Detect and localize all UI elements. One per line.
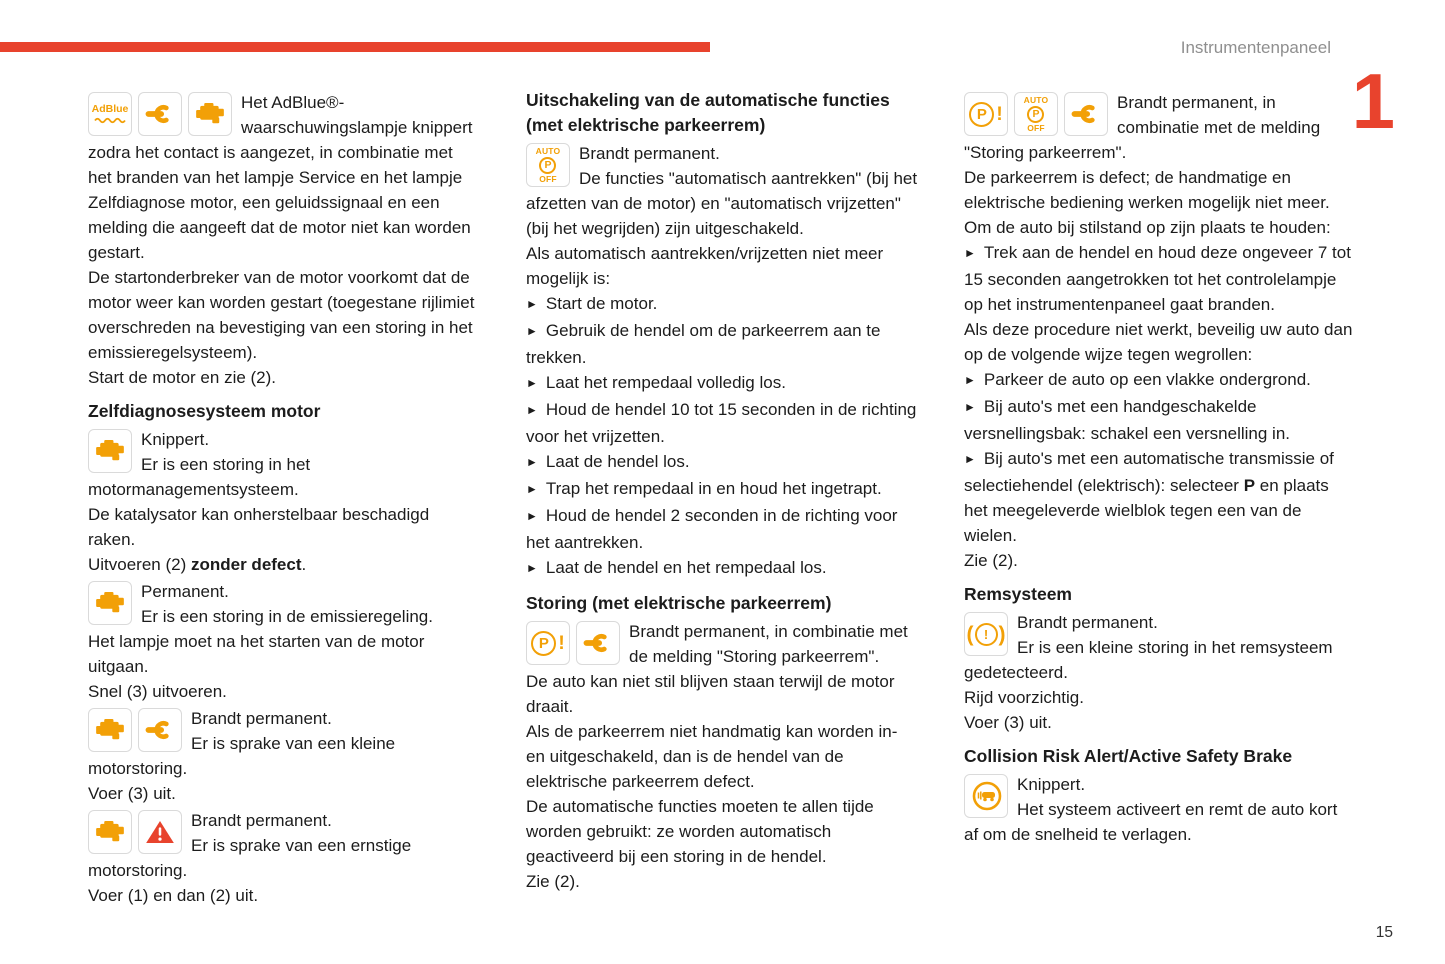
list-item: ► Gebruik de hendel om de parkeerrem aan te trekken.: [526, 321, 881, 367]
adblue-icon-label: AdBlue: [91, 103, 129, 116]
section-heading-remsysteem: Remsysteem: [964, 584, 1072, 604]
paragraph: Het lampje moet na het starten van de motor uitgaan.: [88, 632, 425, 676]
parking-p-icon: P: [969, 102, 994, 127]
paragraph: De startonderbreker van de motor voorkomt dat de motor weer kan worden gestart (toegestane rijlimiet overschreden na bevestiging van een storing in het emissieregelsysteem).: [88, 268, 475, 362]
engine-warning-icon: [88, 708, 132, 752]
arrow-bullet-icon: ►: [526, 561, 538, 575]
parking-brake-fault-block: [526, 619, 918, 669]
lamp-state: Brandt permanent.: [579, 144, 720, 163]
list-item: ► Trap het rempedaal in en houd het ingetrapt.: [526, 479, 882, 498]
lamp-description: Er is een kleine storing in het remsysteem gedetecteerd.: [964, 638, 1333, 682]
paragraph: Brandt permanent, in combinatie met de melding "Storing parkeerrem".: [964, 93, 1321, 162]
paragraph: Als deze procedure niet werkt, beveilig uw auto dan op de volgende wijze tegen wegrollen:: [964, 320, 1353, 364]
paragraph: Het AdBlue®-waarschuwingslampje knippert zodra het contact is aangezet, in combinatie met het branden van het lampje Service en het lampje Zelfdiagnose motor, een geluidssignaal en een melding die aangeeft dat de motor niet kan worden gestart.: [88, 93, 473, 262]
paragraph: Brandt permanent, in combinatie met de melding "Storing parkeerrem".: [629, 622, 908, 666]
paragraph: Zie (2).: [526, 872, 580, 891]
arrow-bullet-icon: ►: [526, 376, 538, 390]
paragraph: De parkeerrem is defect; de handmatige en elektrische bediening werken mogelijk niet meer.: [964, 168, 1330, 212]
arrow-bullet-icon: ►: [526, 297, 538, 311]
list-item: ► Bij auto's met een handgeschakelde versnellingsbak: schakel een versnelling in.: [964, 397, 1291, 443]
list-item: ► Houd de hendel 2 seconden in de richting voor het aantrekken.: [526, 506, 898, 552]
paren-open: (: [966, 622, 974, 646]
list-item: ► Bij auto's met een automatische transmissie of selectiehendel (elektrisch): selecteer P en plaats het meegeleverde wielblok tegen een van de wielen.: [964, 449, 1334, 545]
off-label: OFF: [1027, 122, 1045, 133]
engine-warning-icon: [88, 429, 132, 473]
auto-p-off-icon: [1014, 92, 1058, 136]
arrow-bullet-icon: ►: [526, 455, 538, 469]
column-middle: [526, 88, 918, 908]
engine-warning-icon: [88, 810, 132, 854]
page-columns: [88, 88, 1356, 908]
list-item: ► Laat het rempedaal volledig los.: [526, 373, 786, 392]
service-wrench-icon: [576, 621, 620, 665]
arrow-bullet-icon: ►: [526, 324, 538, 338]
brake-warning-icon: [964, 612, 1008, 656]
lamp-state: Brandt permanent.: [191, 709, 332, 728]
paragraph: Voer (1) en dan (2) uit.: [88, 886, 259, 905]
paragraph: Om de auto bij stilstand op zijn plaats te houden:: [964, 218, 1331, 237]
list-item: ► Trek aan de hendel en houd deze ongeveer 7 tot 15 seconden aangetrokken tot het controlelampje op het instrumentenpaneel gaat branden.: [964, 243, 1351, 314]
service-wrench-icon: [138, 92, 182, 136]
column-left: [88, 88, 480, 908]
lamp-state: Brandt permanent.: [1017, 613, 1158, 632]
arrow-bullet-icon: ►: [526, 403, 538, 417]
paragraph: Voer (3) uit.: [964, 713, 1052, 732]
list-item: ► Laat de hendel en het rempedaal los.: [526, 558, 827, 577]
lamp-state: Knippert.: [141, 430, 210, 449]
parking-brake-defect-block: [964, 90, 1356, 165]
page-header-title: Instrumentenpaneel: [1180, 38, 1331, 57]
lamp-description: Het systeem activeert en remt de auto kort af om de snelheid te verlagen.: [964, 800, 1338, 844]
collision-alert-block: [964, 772, 1356, 847]
list-item: ► Parkeer de auto op een vlakke ondergrond.: [964, 370, 1311, 389]
minor-engine-fault-block: [88, 706, 480, 781]
adblue-warning-block: [88, 90, 480, 265]
paragraph: Uitvoeren (2) zonder defect.: [88, 555, 307, 574]
lamp-state: Knippert.: [1017, 775, 1086, 794]
section-heading-storing: Storing (met elektrische parkeerrem): [526, 593, 832, 613]
adblue-wave-icon: [94, 116, 126, 124]
bold-text: P: [1243, 476, 1256, 495]
warning-lamp-icon-row: [88, 92, 232, 136]
engine-permanent-block: [88, 579, 480, 629]
paragraph: De auto kan niet stil blijven staan terwijl de motor draait.: [526, 672, 895, 716]
collision-alert-icon: [964, 774, 1008, 818]
arrow-bullet-icon: ►: [964, 373, 976, 387]
lamp-state: Permanent.: [141, 582, 229, 601]
paragraph: Snel (3) uitvoeren.: [88, 682, 227, 701]
major-engine-fault-block: [88, 808, 480, 883]
chapter-accent-bar: [0, 42, 710, 52]
parking-brake-fault-icon: [964, 92, 1008, 136]
paragraph: Als de parkeerrem niet handmatig kan worden in- en uitgeschakeld, dan is de hendel van de elektrische parkeerrem defect.: [526, 722, 898, 791]
lamp-description: Er is een storing in de emissieregeling.: [141, 607, 433, 626]
chapter-number: 1: [1351, 57, 1395, 145]
section-heading-uitschakeling: Uitschakeling van de automatische functies (met elektrische parkeerrem): [526, 90, 890, 135]
parking-p-icon: P: [539, 157, 556, 174]
adblue-icon: [88, 92, 132, 136]
lamp-description: Er is sprake van een kleine motorstoring.: [88, 734, 396, 778]
paragraph: Zie (2).: [964, 551, 1018, 570]
section-heading-zelfdiagnose: Zelfdiagnosesysteem motor: [88, 401, 321, 421]
arrow-bullet-icon: ►: [964, 246, 976, 260]
lamp-description: Er is een storing in het motormanagementsysteem.: [88, 455, 311, 499]
exclamation-circle-icon: !: [975, 623, 998, 646]
page-number: 15: [1375, 924, 1393, 941]
auto-label: AUTO: [1023, 95, 1049, 105]
lamp-description: Er is sprake van een ernstige motorstoring.: [88, 836, 412, 880]
section-heading-collision: Collision Risk Alert/Active Safety Brake: [964, 746, 1293, 766]
service-wrench-icon: [1064, 92, 1108, 136]
parking-brake-fault-icon: [526, 621, 570, 665]
paragraph: Als automatisch aantrekken/vrijzetten niet meer mogelijk is:: [526, 244, 884, 288]
arrow-bullet-icon: ►: [526, 509, 538, 523]
arrow-bullet-icon: ►: [964, 452, 976, 466]
engine-warning-icon: [188, 92, 232, 136]
auto-label: AUTO: [535, 146, 561, 156]
engine-flash-block: [88, 427, 480, 502]
paragraph: De katalysator kan onherstelbaar beschadigd raken.: [88, 505, 430, 549]
paren-close: ): [998, 622, 1006, 646]
column-right: [964, 88, 1356, 908]
paragraph: Start de motor en zie (2).: [88, 368, 277, 387]
auto-p-off-icon: [526, 143, 570, 187]
exclamation-icon: !: [558, 632, 565, 654]
arrow-bullet-icon: ►: [526, 482, 538, 496]
lamp-description: De functies "automatisch aantrekken" (bij het afzetten van de motor) en "automatisch vrijzetten" (bij het wegrijden) zijn uitgeschakeld.: [526, 169, 918, 238]
lamp-state: Brandt permanent.: [191, 811, 332, 830]
list-item: ► Laat de hendel los.: [526, 452, 690, 471]
off-label: OFF: [539, 173, 557, 184]
parking-p-icon: P: [531, 631, 556, 656]
arrow-bullet-icon: ►: [964, 400, 976, 414]
engine-warning-icon: [88, 581, 132, 625]
list-item: ► Start de motor.: [526, 294, 658, 313]
parking-p-icon: P: [1027, 106, 1044, 123]
service-wrench-icon: [138, 708, 182, 752]
exclamation-icon: !: [996, 103, 1003, 125]
brake-system-block: [964, 610, 1356, 685]
paragraph: Rijd voorzichtig.: [964, 688, 1084, 707]
warning-triangle-icon: [138, 810, 182, 854]
bold-text: zonder defect: [190, 555, 302, 574]
list-item: ► Houd de hendel 10 tot 15 seconden in de richting voor het vrijzetten.: [526, 400, 917, 446]
paragraph: De automatische functies moeten te allen tijde worden gebruikt: ze worden automatisch geactiveerd bij een storing in de hendel.: [526, 797, 874, 866]
paragraph: Voer (3) uit.: [88, 784, 176, 803]
auto-p-off-block: [526, 141, 918, 241]
